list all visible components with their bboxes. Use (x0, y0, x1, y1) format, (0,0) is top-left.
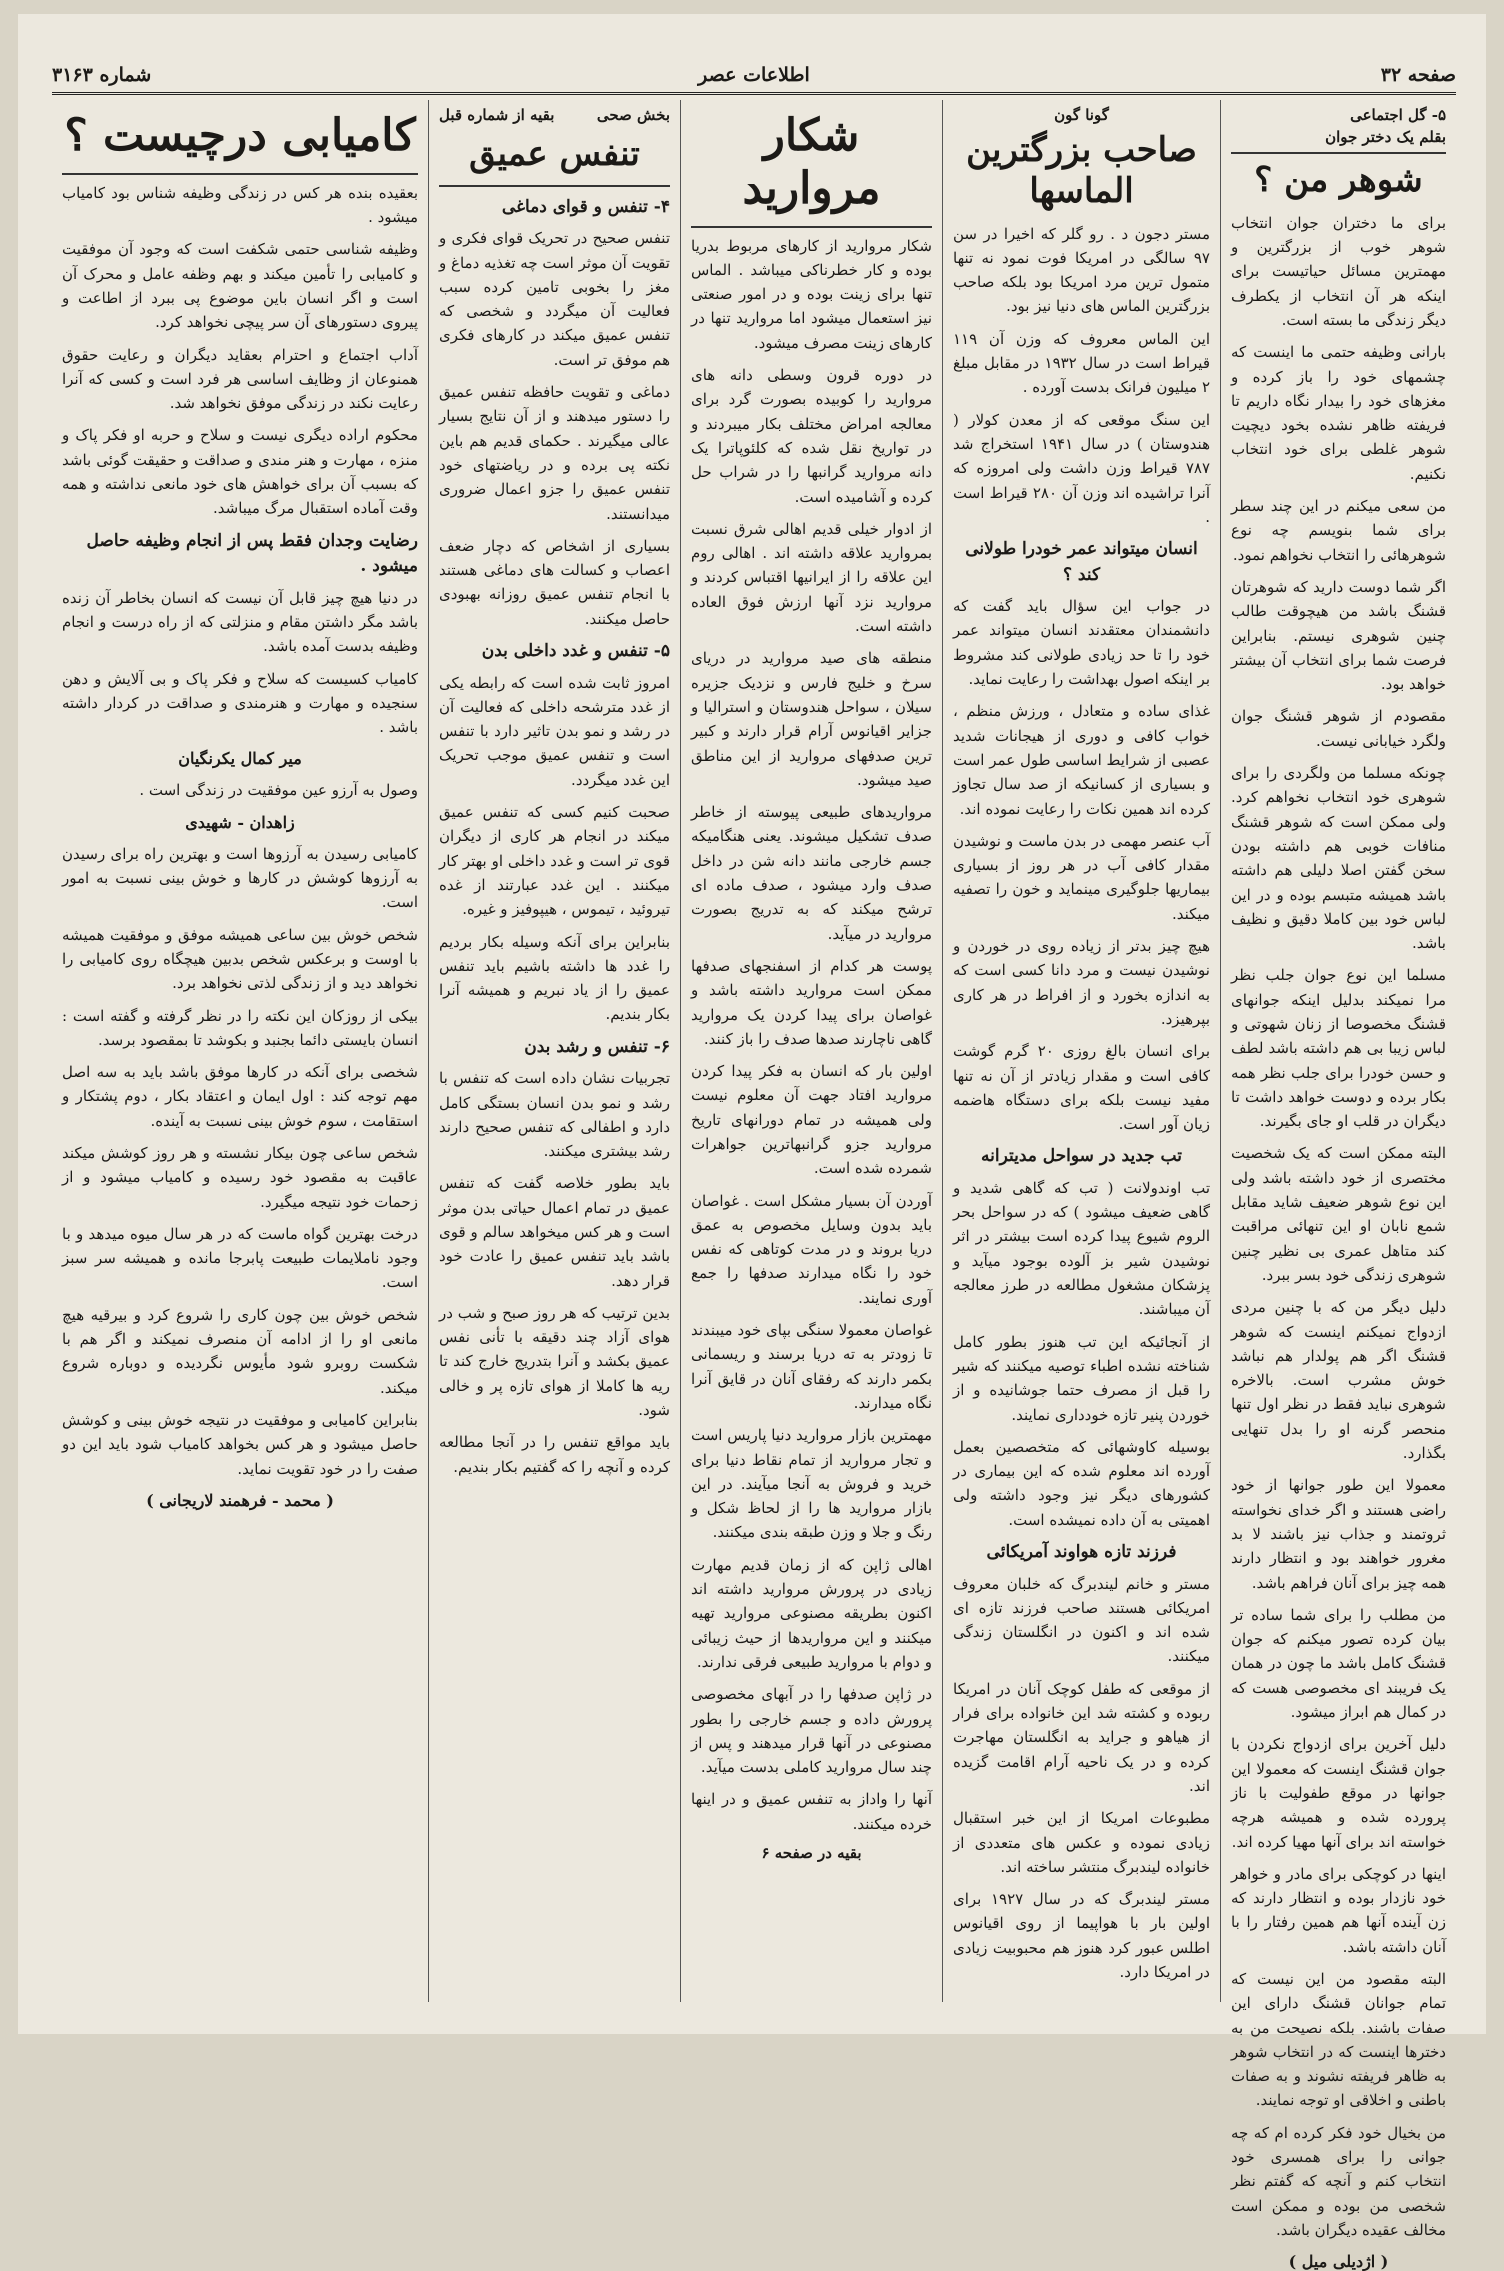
subheading: رضایت وجدان فقط پس از انجام وظیفه حاصل میشود . (86, 530, 418, 577)
paragraph: آب عنصر مهمی در بدن ماست و نوشیدن مقدار کافی آب در هر روز از بسیاری بیماریها جلوگیری مینماید و خون را تصفیه میکند. (953, 831, 1210, 923)
paragraph: از ادوار خیلی قدیم اهالی شرق نسبت بمروارید علاقه داشته اند . اهالی روم این علاقه را از ایرانیها اقتباس کردند و مروارید نزد آنها ارزش فوق العاده داشته است. (691, 519, 932, 636)
paragraph: بنابراین کامیابی و موفقیت در نتیجه خوش بینی و کوشش حاصل میشود و هر کس بخواهد کامیاب شود باید این دو صفت را در خود تقویت نماید. (62, 1410, 418, 1478)
paragraph: درخت بهترین گواه ماست که در هر سال میوه میدهد و با وجود ناملایمات طبیعت پابرجا مانده و همیشه سر سبز است. (62, 1224, 418, 1292)
paragraph: معمولا این طور جوانها از خود راضی هستند و اگر خدای نخواسته ثروتمند و جذاب نیز باشند لا بد مغرور خواهند بود و انتظار دارند همه چیز برای آنان فراهم باشد. (1231, 1476, 1446, 1592)
paragraph: از موقعی که طفل کوچک آنان در امریکا ربوده و کشته شد این خانواده برای فرار از هیاهو و جراید به انگلستان مهاجرت کرده و در یک ناحیه آرام اقامت گزیده اند. (953, 1679, 1210, 1795)
paragraph: شخصی برای آنکه در کارها موفق باشد باید به سه اصل مهم توجه کند : اول ایمان و اعتقاد بکار ، دوم پشتکار و استقامت ، سوم خوش بینی نسبت به آینده. (62, 1063, 418, 1130)
section-kicker: بخش صحی (596, 106, 670, 124)
masthead: اطلاعات عصر (698, 64, 810, 86)
paragraph: باید مواقع تنفس را در آنجا مطالعه کرده و آنچه را که گفتیم بکار بندیم. (439, 1433, 670, 1476)
signature: ( محمد - فرهمند لاریجانی ) (146, 1490, 334, 1510)
paragraph: مقصودم از شوهر قشنگ جوان ولگرد خیابانی نیست. (1231, 707, 1446, 750)
column-kicker: گونا گون (1054, 106, 1109, 124)
column-miscellany (942, 100, 1220, 2002)
paragraph: کامیاب کسیست که سلاح و فکر پاک و بی آلایش و دهن سنجیده و مهارت و هنرمندی و صداقت در کردار داشته باشد . (62, 669, 418, 737)
column-kicker: ۵- گل اجتماعی (1350, 106, 1446, 124)
subheading: ۶- تنفس و رشد بدن (524, 1036, 670, 1057)
paragraph: من سعی میکنم در این چند سطر برای شما بنویسم چه نوع شوهرهائی را انتخاب نخواهم نمود. (1231, 497, 1446, 564)
page-header (52, 58, 1456, 95)
paragraph: دلیل آخرین برای ازدواج نکردن با جوان قشنگ اینست که معمولا این جوانها در موقع طفولیت با ناز پرورده شده و همیشه هرچه خواسته اند برای آنها مهیا کرده اند. (1231, 1735, 1446, 1851)
paragraph: وصول به آرزو عین موفقیت در زندگی است . (139, 781, 418, 800)
paragraph: آنها را واداز به تنفس عمیق و در اینها خرده میکنند. (691, 1790, 932, 1833)
paragraph: وظیفه شناسی حتمی شکفت است که وجود آن موفقیت و کامیابی را تأمین میکند و بهم وظفه عامل و محرک آن است و اگر انسان باین موضوع پی ببرد از اطاعت و پیروی دستورهای آن سر پیچی نخواهد کرد. (62, 240, 418, 332)
subheading: ۵- تنفس و غدد داخلی بدن (481, 641, 670, 662)
paragraph: شکار مروارید از کارهای مربوط بدریا بوده و کار خطرناکی میباشد . الماس تنها برای زینت بوده و در امور صنعتی نیز استعمال میشود اما مروارید تنها در کارهای زینت مصرف میشود. (691, 236, 932, 352)
paragraph: بدین ترتیب که هر روز صبح و شب در هوای آزاد چند دقیقه با تأنی نفس عمیق بکشد و آنرا بتدریج خارج کند تا ریه ها کاملا از هوای تازه پر و خالی شود. (439, 1303, 670, 1420)
paragraph: اولین بار که انسان به فکر پیدا کردن مروارید افتاد جهت آن معلوم نیست ولی همیشه در تمام دورانهای تاریخ مروارید جزو گرانبهاترین جواهرات شمرده شده است. (691, 1062, 932, 1178)
signature: زاهدان - شهیدی (185, 812, 295, 832)
article-title: شکار مروارید (742, 110, 881, 214)
paragraph: محکوم اراده دیگری نیست و سلاح و حربه او فکر پاک و منزه ، مهارت و هنر مندی و صداقت و حقیقت گوئی باشد که بسبب آن برای خواهش های خود مانعی نداشته و همه وقت آماده استقبال مرگ میباشد. (62, 426, 418, 518)
byline: بقلم یک دختر جوان (1325, 128, 1446, 146)
paragraph: تجربیات نشان داده است که تنفس با رشد و نمو بدن انسان بستگی کامل دارد و اطفالی که تنفس صحیح دارند رشد بیشتری میکنند. (439, 1069, 670, 1161)
signature: میر کمال یکرنگیان (178, 749, 302, 769)
paragraph: دلیل دیگر من که با چنین مردی ازدواج نمیکنم اینست که شوهر قشنگ اگر هم پولدار هم نباشد خوش مشرب است. بالاخره شوهری نباید فقط در نظر اول تنها منحصر گرنه او را بدل تنهایی بگذارد. (1231, 1298, 1446, 1463)
paragraph: مهمترین بازار مروارید دنیا پاریس است و تجار مروارید از تمام نقاط دنیا برای خرید و فروش به آنجا میآیند. در این بازار مروارید ها را از لحاظ شکل و رنگ و جلا و وزن طبقه بندی میکنند. (691, 1426, 932, 1542)
paragraph: امروز ثابت شده است که رابطه یکی از غدد مترشحه داخلی که فعالیت آن در رشد و نمو بدن تاثیر دارد با تنفس است و تنفس عمیق موجب تحریک این غدد میگردد. (439, 673, 670, 789)
column-kicker-row (439, 104, 670, 128)
paragraph: مستر لیندبرگ که در سال ۱۹۲۷ برای اولین بار با هواپیما از روی اقیانوس اطلس عبور کرد هنوز هم محبوبیت زیادی در امریکا دارد. (953, 1890, 1210, 1981)
columns (52, 100, 1456, 2271)
continued-note: بقیه در صفحه ۶ (761, 1844, 862, 1862)
signature: ( اژدیلی میل ) (1288, 2252, 1389, 2271)
paragraph: برای انسان بالغ روزی ۲۰ گرم گوشت کافی است و مقدار زیادتر از آن نه تنها مفید نیست بلکه برای دستگاه هاضمه زیان آور است. (953, 1042, 1211, 1134)
continued-from-note: بقیه از شماره قبل (439, 106, 555, 124)
divider (62, 173, 418, 175)
column-pearl-hunting (680, 100, 942, 2002)
paragraph: پوست هر کدام از اسفنجهای صدفها ممکن است مروارید داشته باشد و غواصان برای پیدا کردن یک مروارید گاهی ناچارند صدها صدف را باز کنند. (691, 956, 932, 1048)
divider (1231, 152, 1446, 154)
paragraph: شخص خوش بین ساعی همیشه موفق و موفقیت همیشه با اوست و برعکس شخص بدبین هیچگاه روی کامیابی را نخواهد دید و از زندگی لذتی نخواهد برد. (62, 925, 418, 993)
paragraph: منطقه های صید مروارید در دریای سرخ و خلیج فارس و نزدیک جزیره سیلان ، سواحل هندوستان و استرالیا و جزایر اقیانوس آرام قرار دارند و کبیر ترین صدفهای مروارید از این مناطق صید میشود. (691, 649, 932, 789)
article-title: کامیابی درچیست ؟ (64, 110, 416, 161)
paragraph: بوسیله کاوشهائی که متخصصین بعمل آورده اند معلوم شده که این بیماری در کشورهای دیگر نیز وجود داشته ولی اهمیتی به آن داده نمیشده است. (953, 1437, 1210, 1529)
paragraph: تنفس صحیح در تحریک قوای فکری و تقویت آن موثر است چه تغذیه دماغ و مغز را بخوبی تامین کرده سبب فعالیت آن میگردد و شخصی که تنفس عمیق میکند در کارهای فکری هم موفق تر است. (439, 229, 670, 369)
paragraph: در ژاپن صدفها را در آبهای مخصوصی پرورش داده و جسم خارجی را بطور مصنوعی در آنها قرار میدهند و پس از چند سال مروارید کاملی بدست میآید. (691, 1685, 932, 1777)
paragraph: البته ممکن است که یک شخصیت مختصری از خود داشته باشد ولی این نوع شوهر ضعیف شاید مقابل شمع نابان او این تنهائی مراقبت کند متاهل عمری بی نظیر چنین شوهری زندگی خود بسر ببرد. (1231, 1144, 1446, 1284)
column-my-husband (1220, 100, 1456, 2271)
paragraph: البته مقصود من این نیست که تمام جوانان قشنگ دارای این صفات باشند. بلکه نصیحت من به دخترها اینست که در انتخاب شوهر به ظاهر فریفته نشوند و به صفات باطنی و اخلاقی او توجه نمایند. (1231, 1969, 1446, 2110)
divider (439, 185, 670, 187)
subheading: ۴- تنفس و قوای دماغی (501, 196, 670, 217)
paragraph: مطبوعات امریکا از این خبر استقبال زیادی نموده و عکس های متعددی از خانواده لیندبرگ منتشر ساخته اند. (953, 1809, 1210, 1876)
article-title: صاحب بزرگترین الماسها (966, 130, 1197, 211)
paragraph: بنابراین برای آنکه وسیله بکار بردیم را غدد ها داشته باشیم باید تنفس عمیق را از یاد نبریم و همیشه آنرا بکار بندیم. (439, 932, 670, 1024)
paragraph: صحبت کنیم کسی که تنفس عمیق میکند در انجام هر کاری از دیگران قوی تر است و غدد داخلی او بهتر کار میکنند . این غدد عبارتند از غده تیروئید ، تیموس ، هیپوفیز و غیره. (439, 803, 670, 919)
paragraph: مرواریدهای طبیعی پیوسته از خاطر صدف تشکیل میشوند. یعنی هنگامیکه جسم خارجی مانند دانه شن در داخل صدف وارد میشود ، صدف ماده ای ترشح میکند که به تدریج بصورت مروارید در میآید. (691, 803, 932, 943)
paragraph: غواصان معمولا سنگی بپای خود میبندند تا زودتر به ته دریا برسند و ریسمانی بکمر دارند که رفقای آنان در قایق آنرا نگاه میدارند. (691, 1321, 932, 1412)
subheading: انسان میتواند عمر خودرا طولانی کند ؟ (965, 539, 1198, 585)
paragraph: بارانی وظیفه حتمی ما اینست که چشمهای خود را باز کرده و مغزهای خود را بیدار نگاه داریم تا فریفته ظاهر نشده بخود دیچیت شوهر غلطی برای خود انتخاب نکنیم. (1231, 343, 1446, 483)
article-title: شوهر من ؟ (1254, 160, 1423, 200)
paragraph: در جواب این سؤال باید گفت که دانشمندان معتقدند انسان میتواند عمر خود را تا حد زیادی طولانی کند مشروط بر اینکه اصول بهداشت را رعایت نماید. (953, 597, 1210, 689)
paragraph: کامیابی رسیدن به آرزوها است و بهترین راه برای رسیدن به آرزوها کوشش در کارها و خوش بینی نسبت به امور است. (62, 844, 418, 912)
paragraph: شخص ساعی چون بیکار نشسته و هر روز کوشش میکند عاقبت به مقصود خود رسیده و کامیاب میشود و از زحمات خود نتیجه میگیرد. (62, 1144, 418, 1211)
paragraph: در دوره قرون وسطی دانه های مروارید را کوبیده بصورت گرد برای معالجه امراض مختلف بکار میبردند و در تواریخ نقل شده که کلئوپاترا یک دانه مروارید گرانبها را در شراب حل کرده و آشامیده است. (691, 366, 932, 506)
divider (691, 226, 932, 228)
paragraph: هیچ چیز بدتر از زیاده روی در خوردن و نوشیدن نیست و مرد دانا کسی است که به اندازه بخورد و از افراط در هر کاری بپرهیزد. (953, 937, 1210, 1028)
paragraph: من بخیال خود فکر کرده ام که چه جوانی را برای همسری خود انتخاب کنم و آنچه که گفتم نظر شخصی من بوده و ممکن است مخالف عقیده دیگران باشد. (1231, 2123, 1446, 2239)
paragraph: آداب اجتماع و احترام بعقاید دیگران و رعایت حقوق همنوعان از وظایف اساسی هر فرد است و کسی که آنرا رعایت نکند در زندگی موفق نخواهد شد. (62, 345, 418, 413)
paragraph: بسیاری از اشخاص که دچار ضعف اعصاب و کسالت های دماغی هستند با انجام تنفس عمیق روزانه بهبودی حاصل میکنند. (439, 536, 670, 628)
paragraph: برای ما دختران جوان انتخاب شوهر خوب از بزرگترین و مهمترین مسائل حیاتیست برای اینکه هر آن انتخاب از یکطرف دیگر زندگی ما بسته است. (1231, 213, 1446, 329)
newspaper-page (18, 14, 1486, 2271)
paragraph: در دنیا هیچ چیز قابل آن نیست که انسان بخاطر آن زنده باشد مگر داشتن مقام و منزلتی که از راه درست و انجام وظیفه بدست آمده باشد. (62, 588, 418, 656)
paragraph: شخص خوش بین چون کاری را شروع کرد و بیرقیه هیچ مانعی او را از ادامه آن منصرف نمیکند و اگر هم با شکست روبرو شود مأیوس نگردیده و دوباره شروع میکند. (62, 1305, 418, 1397)
column-success (52, 100, 428, 2002)
paragraph: مستر دجون د . رو گلر که اخیرا در سن ۹۷ سالگی در امریکا فوت نمود نه تنها متمول ترین مرد امریکا بود بلکه صاحب بزرگترین الماس های دنیا نیز بود. (953, 224, 1210, 316)
paragraph: چونکه مسلما من ولگردی را برای شوهری خود انتخاب نخواهم کرد. ولی ممکن است که شوهر قشنگ منافات خوبی هم داشته بودن سخن گفتن اصلا دلیلی هم داشته باشد همیشه متبسم بوده و در این لباس خود بین کاملا دقیق و نظیف باشد. (1231, 764, 1446, 953)
paragraph: این الماس معروف که وزن آن ۱۱۹ قیراط است در سال ۱۹۳۲ در مقابل مبلغ ۲ میلیون فرانک بدست آورده . (953, 329, 1210, 397)
paragraph: غذای ساده و متعادل ، ورزش منظم ، خواب کافی و دوری از هیجانات شدید عصبی از شرایط اساسی طول عمر است و بسیاری از کسانیکه از صد سال تجاوز کرده اند همین نکات را رعایت نموده اند. (953, 702, 1210, 818)
paragraph: تب اوندولانت ( تب که گاهی شدید و گاهی ضعیف میشود ) که در سواحل بحر الروم شیوع پیدا کرده است بیشتر در اثر نوشیدن شیر بز آلوده بوجود میآید و پزشکان مشغول مطالعه در طرز معالجه آن میباشند. (953, 1178, 1210, 1319)
issue-number: شماره ۳۱۶۳ (52, 64, 152, 86)
article-title: تنفس عمیق (469, 134, 640, 174)
subheading: فرزند تازه هواوند آمریکائی (986, 1542, 1177, 1563)
paragraph: باید بطور خلاصه گفت که تنفس عمیق در تمام اعمال حیاتی بدن موثر است و هر کس میخواهد سالم و قوی باشد باید تنفس عمیق را عادت خود قرار دهد. (439, 1174, 670, 1290)
paragraph: مسلما این نوع جوان جلب نظر مرا نمیکند بدلیل اینکه جوانهای قشنگ مخصوصا از زنان شهوتی و لباس زیبا بی هم داشته باشد لطف و حسن خودرا برای جلب نظر همه بکار برده و دوست خواهد داشت تا دیگران در قلب او جای بگیرند. (1231, 966, 1446, 1131)
paragraph: از آنجائیکه این تب هنوز بطور کامل شناخته نشده اطباء توصیه میکنند که شیر را قبل از مصرف حتما جوشانیده و از خوردن پنیر تازه خودداری نمایند. (953, 1332, 1210, 1424)
page-number: صفحه ۳۲ (1380, 64, 1456, 86)
paragraph: این سنگ موقعی که از معدن کولار ( هندوستان ) در سال ۱۹۴۱ استخراج شد ۷۸۷ قیراط وزن داشت ولی امروزه که آنرا تراشیده اند وزن آن ۲۸۰ قیراط است . (953, 410, 1210, 526)
paragraph: اینها در کوچکی برای مادر و خواهر خود نازدار بوده و انتظار دارند که زن آینده آنها هم همین رفتار را با آنان داشته باشد. (1231, 1864, 1446, 1956)
paragraph: اهالی ژاپن که از زمان قدیم مهارت زیادی در پرورش مروارید داشته اند اکنون بطریقه مصنوعی مروارید تهیه میکنند و این مرواریدها از حیث زیبائی و دوام با مروارید طبیعی فرقی ندارند. (691, 1555, 932, 1671)
paragraph: اگر شما دوست دارید که شوهرتان قشنگ باشد من هیچوقت طالب چنین شوهری نیستم. بنابراین فرصت شما برای انتخاب آن بیشتر خواهد بود. (1231, 577, 1446, 694)
paragraph: آوردن آن بسیار مشکل است . غواصان باید بدون وسایل مخصوص به عمق دریا بروند و در مدت کوتاهی که نفس خود را نگاه میدارند صدفها را جمع آوری نمایند. (691, 1191, 932, 1307)
paragraph: من مطلب را برای شما ساده تر بیان کرده تصور میکنم که جوان قشنگ کامل باشد ما چون در همان یک فریبند ای مخصوصی هست که در کمال هم ابراز میشود. (1231, 1605, 1446, 1722)
paragraph: دماغی و تقویت حافظه تنفس عمیق را دستور میدهند و از آن نتایج بسیار عالی میگیرند . حکمای قدیم هم باین نکته پی برده و در ریاضتهای خود تنفس عمیق را جزو اعمال ضروری میدانستند. (439, 383, 670, 523)
column-deep-breathing (428, 100, 680, 2002)
paragraph: بیکی از روزکان این نکته را در نظر گرفته و گفته است : انسان بایستی دائما بجنبد و بکوشد تا بمقصود برسد. (62, 1006, 418, 1049)
subheading: تب جدید در سواحل مدیترانه (981, 1146, 1182, 1167)
paragraph: بعقیده بنده هر کس در زندگی وظیفه شناس بود کامیاب میشود . (62, 183, 418, 227)
paragraph: مستر و خانم لیندبرگ که خلبان معروف امریکائی هستند صاحب فرزند تازه ای شده اند و اکنون در انگلستان زندگی میکنند. (953, 1574, 1210, 1666)
